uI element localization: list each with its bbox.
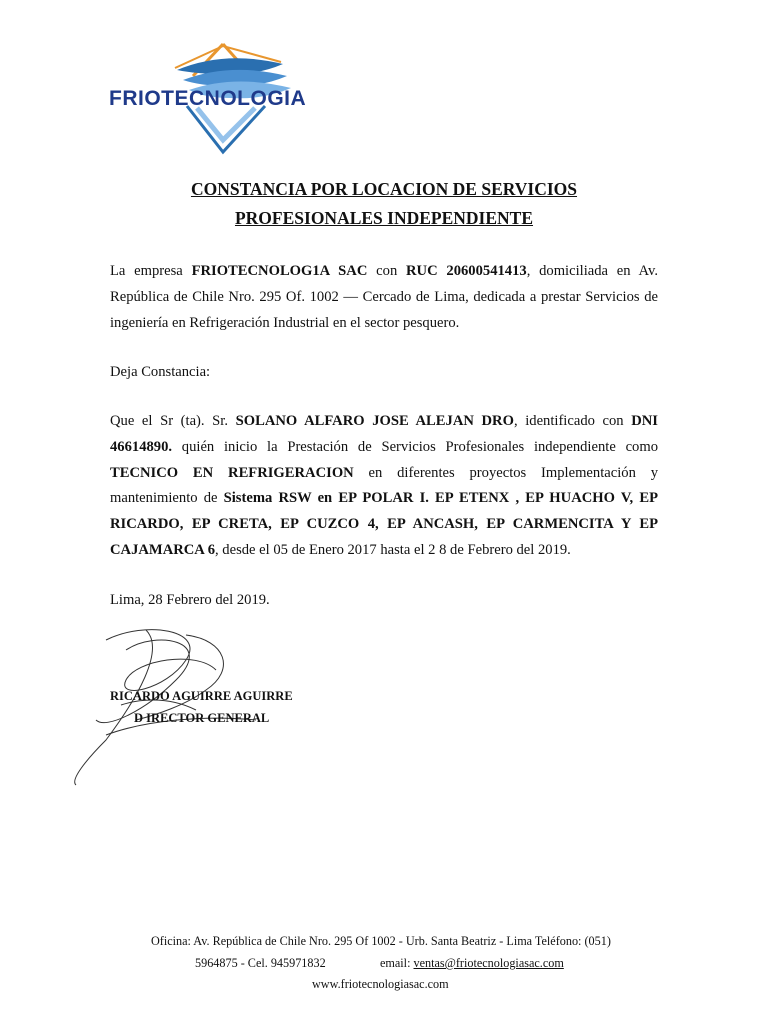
footer-email [380,956,564,971]
intro-paragraph [110,259,658,336]
email-link[interactable]: ventas@friotecnologiasac.com [413,956,564,970]
project-list: Sistema RSW en EP POLAR I. EP ETENX , EP HUACHO V, EP RICARDO, EP CRETA, EP CUZCO 4, EP ANCASH, EP CARMENCITA Y EP CAJAMARCA 6 [110,490,658,558]
document-title-line2: PROFESIONALES INDEPENDIENTE [234,208,534,228]
company-logo [105,40,355,155]
footer-email-label: email: [380,956,414,970]
body-paragraph [110,409,658,564]
footer-address: Oficina: Av. República de Chile Nro. 295 Of 1002 - Urb. Santa Beatriz - Lima Teléfono: (051) [151,934,611,948]
logo-text: FRIOTECNOLOGIA [109,87,307,110]
intro-text-3: , domiciliada en Av. República de Chile Nro. 295 Of. 1002 — Cercado de Lima, dedicada a prestar Servicios de ingeniería en Refrigeración Industrial en el sector pesquero. [110,263,658,331]
body-text-4: en diferentes proyectos Implementación y mantenimiento de [110,464,658,507]
footer-phone: 5964875 - Cel. 945971832 [195,956,326,970]
document-title-line1: CONSTANCIA POR LOCACION DE SERVICIOS [190,179,578,199]
person-name: SOLANO ALFARO JOSE ALEJAN DRO [235,413,514,429]
handwritten-signature [66,620,266,790]
intro-text-1: La empresa [110,263,192,279]
deja-constancia: Deja Constancia: [110,364,211,380]
person-role: TECNICO EN REFRIGERACION [110,464,354,481]
body-text-2: , identificado con [513,413,632,429]
person-dni: DNI 46614890. [110,413,658,455]
document-date: Lima, 28 Febrero del 2019. [110,592,270,608]
body-text-5: , desde el 05 de Enero 2017 hasta el 2 8 de Febrero del 2019. [215,541,571,558]
company-ruc: RUC 20600541413 [406,263,527,279]
body-text-3: quién inicio la Prestación de Servicios Profesionales independiente como [172,438,658,455]
signatory-title: D IRECTOR GENERAL [134,711,270,725]
intro-text-2: con [367,263,407,279]
footer-website[interactable]: www.friotecnologiasac.com [312,977,449,991]
body-text-1: Que el Sr (ta). Sr. [110,413,236,429]
signatory-name: RICARDO AGUIRRE AGUIRRE [110,689,293,703]
company-name: FRIOTECNOLOG1A SAC [191,263,368,279]
